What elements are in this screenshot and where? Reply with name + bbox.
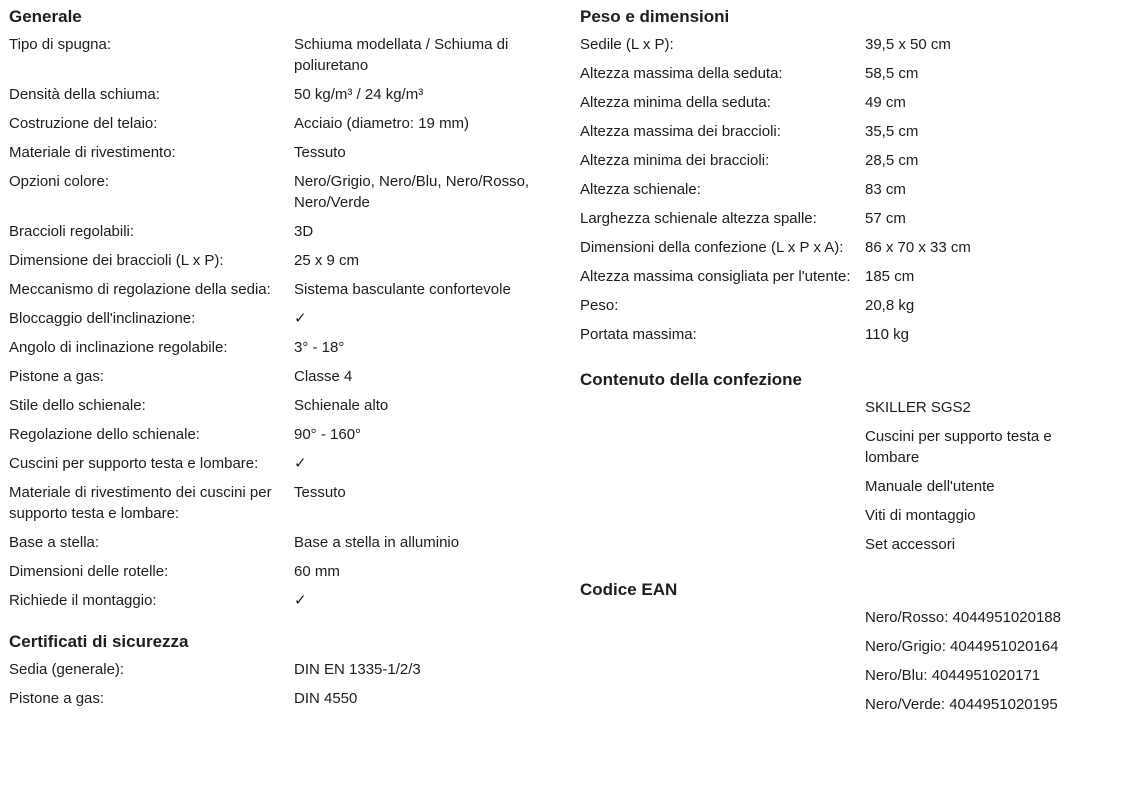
spec-row	[9, 279, 557, 300]
general-section-title: Generale	[9, 7, 82, 26]
spec-row	[9, 424, 557, 445]
spec-value: 86 x 70 x 33 cm	[865, 239, 971, 256]
spec-value: Schiuma modellata / Schiuma di poliuretano	[294, 36, 509, 74]
spec-label: Altezza minima della seduta:	[580, 94, 771, 111]
spec-row	[9, 659, 557, 680]
spec-label: Braccioli regolabili:	[9, 223, 135, 240]
spec-label: Altezza massima dei braccioli:	[580, 123, 781, 140]
list-item: SKILLER SGS2	[865, 399, 971, 416]
checkmark-icon: ✓	[294, 455, 307, 472]
spec-label: Altezza schienale:	[580, 181, 701, 198]
general-section	[9, 6, 557, 611]
spec-label: Dimensione dei braccioli (L x P):	[9, 252, 224, 269]
checkmark-icon: ✓	[294, 592, 307, 609]
spec-value: Tessuto	[294, 144, 346, 161]
spec-row	[580, 324, 1140, 345]
spec-label: Cuscini per supporto testa e lombare:	[9, 455, 259, 472]
list-item: Cuscini per supporto testa e lombare	[865, 428, 1052, 466]
spec-value: Base a stella in alluminio	[294, 534, 460, 551]
spec-label: Regolazione dello schienale:	[9, 426, 200, 443]
spec-row	[9, 34, 557, 76]
spec-value: Classe 4	[294, 368, 353, 385]
spec-row	[9, 113, 557, 134]
spec-row	[580, 92, 1140, 113]
spec-value: 110 kg	[865, 326, 909, 343]
package-content-list	[580, 397, 1140, 555]
spec-value: 39,5 x 50 cm	[865, 36, 951, 53]
spec-row	[9, 395, 557, 416]
spec-row	[580, 295, 1140, 316]
spec-row	[9, 482, 557, 524]
dimensions-section-title: Peso e dimensioni	[580, 7, 730, 26]
spec-value: 20,8 kg	[865, 297, 915, 314]
spec-value: 28,5 cm	[865, 152, 919, 169]
list-item: Manuale dell'utente	[865, 478, 995, 495]
spec-label: Bloccaggio dell'inclinazione:	[9, 310, 196, 327]
spec-row	[9, 590, 557, 611]
package-section-title: Contenuto della confezione	[580, 370, 802, 389]
spec-value: 57 cm	[865, 210, 906, 227]
spec-label: Altezza massima della seduta:	[580, 65, 783, 82]
spec-label: Stile dello schienale:	[9, 397, 146, 414]
spec-label: Meccanismo di regolazione della sedia:	[9, 281, 271, 298]
spec-value: 90° - 160°	[294, 426, 362, 443]
spec-value: 185 cm	[865, 268, 915, 285]
spec-row	[580, 179, 1140, 200]
general-spec-list	[9, 34, 557, 611]
spec-value: 50 kg/m³ / 24 kg/m³	[294, 86, 424, 103]
spec-row	[580, 63, 1140, 84]
ean-section-title: Codice EAN	[580, 580, 678, 599]
spec-value: 3° - 18°	[294, 339, 345, 356]
spec-label: Dimensioni della confezione (L x P x A):	[580, 239, 844, 256]
spec-row	[9, 532, 557, 553]
spec-row	[9, 308, 557, 329]
list-item: Nero/Verde: 4044951020195	[865, 696, 1058, 713]
spec-label: Sedia (generale):	[9, 661, 125, 678]
spec-row	[580, 266, 1140, 287]
spec-row	[9, 250, 557, 271]
spec-row	[580, 208, 1140, 229]
spec-label: Pistone a gas:	[9, 690, 105, 707]
spec-value: 83 cm	[865, 181, 906, 198]
spec-label: Altezza minima dei braccioli:	[580, 152, 770, 169]
spec-label: Sedile (L x P):	[580, 36, 674, 53]
spec-label: Materiale di rivestimento dei cuscini per supporto testa e lombare:	[9, 484, 272, 522]
spec-value: Acciaio (diametro: 19 mm)	[294, 115, 470, 132]
spec-label: Richiede il montaggio:	[9, 592, 157, 609]
dimensions-section	[580, 6, 1140, 345]
spec-label: Costruzione del telaio:	[9, 115, 158, 132]
spec-label: Angolo di inclinazione regolabile:	[9, 339, 228, 356]
spec-value: Nero/Grigio, Nero/Blu, Nero/Rosso, Nero/Verde	[294, 173, 530, 211]
spec-row	[580, 34, 1140, 55]
spec-value: Tessuto	[294, 484, 346, 501]
spec-value: 35,5 cm	[865, 123, 919, 140]
list-item: Viti di montaggio	[865, 507, 976, 524]
spec-value: 60 mm	[294, 563, 340, 580]
spec-row	[9, 561, 557, 582]
spec-label: Pistone a gas:	[9, 368, 105, 385]
spec-label: Materiale di rivestimento:	[9, 144, 176, 161]
spec-row	[9, 142, 557, 163]
spec-value: DIN 4550	[294, 690, 358, 707]
spec-row	[9, 366, 557, 387]
spec-label: Base a stella:	[9, 534, 100, 551]
spec-label: Larghezza schienale altezza spalle:	[580, 210, 817, 227]
spec-value: 3D	[294, 223, 314, 240]
list-item: Set accessori	[865, 536, 956, 553]
list-item: Nero/Rosso: 4044951020188	[865, 609, 1061, 626]
spec-value: 58,5 cm	[865, 65, 919, 82]
spec-label: Peso:	[580, 297, 619, 314]
spec-label: Portata massima:	[580, 326, 697, 343]
spec-value: DIN EN 1335-1/2/3	[294, 661, 421, 678]
spec-row	[9, 171, 557, 213]
spec-row	[580, 150, 1140, 171]
spec-row	[580, 237, 1140, 258]
ean-code-list	[580, 607, 1140, 715]
spec-label: Opzioni colore:	[9, 173, 110, 190]
spec-row	[9, 453, 557, 474]
spec-row	[9, 337, 557, 358]
safety-spec-list	[9, 659, 557, 709]
spec-row	[9, 84, 557, 105]
left-column	[9, 6, 557, 717]
spec-row	[9, 688, 557, 709]
list-item: Nero/Grigio: 4044951020164	[865, 638, 1059, 655]
spec-label: Tipo di spugna:	[9, 36, 112, 53]
package-section	[580, 369, 1140, 555]
right-column	[580, 6, 1140, 723]
spec-label: Altezza massima consigliata per l'utente:	[580, 268, 851, 285]
spec-row	[9, 221, 557, 242]
spec-row	[580, 121, 1140, 142]
spec-value: 25 x 9 cm	[294, 252, 360, 269]
list-item: Nero/Blu: 4044951020171	[865, 667, 1041, 684]
checkmark-icon: ✓	[294, 310, 307, 327]
dimensions-spec-list	[580, 34, 1140, 345]
spec-value: Sistema basculante confortevole	[294, 281, 511, 298]
safety-section	[9, 631, 557, 709]
spec-label: Densità della schiuma:	[9, 86, 160, 103]
ean-section	[580, 579, 1140, 715]
spec-value: Schienale alto	[294, 397, 389, 414]
spec-label: Dimensioni delle rotelle:	[9, 563, 169, 580]
spec-value: 49 cm	[865, 94, 906, 111]
safety-section-title: Certificati di sicurezza	[9, 632, 189, 651]
